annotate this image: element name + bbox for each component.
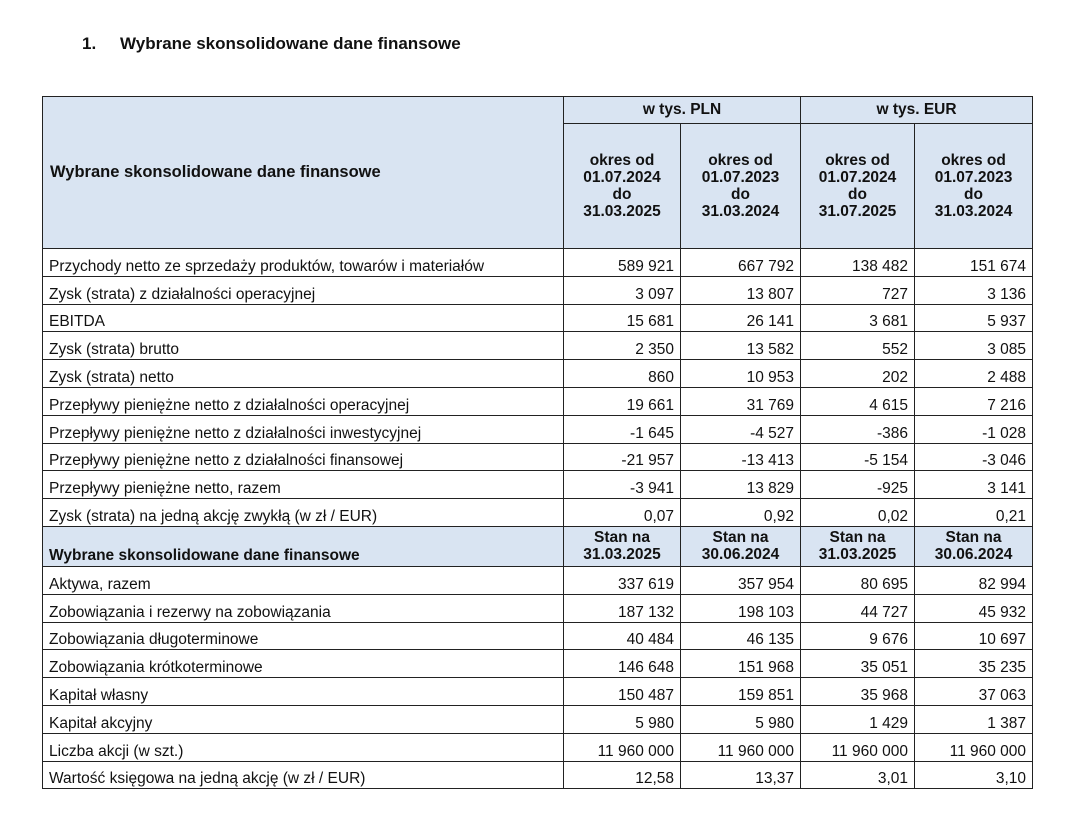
section-title: Wybrane skonsolidowane dane finansowe <box>120 34 461 53</box>
financial-data-table <box>42 96 1033 789</box>
section2-title: Wybrane skonsolidowane dane finansowe <box>43 526 564 566</box>
value-cell: 2 488 <box>915 360 1033 388</box>
period-header-line: 31.03.2024 <box>934 203 1013 221</box>
period-header-line: okres od <box>941 151 1006 169</box>
period-header-line: do <box>612 186 632 203</box>
value-cell: 151 674 <box>915 249 1033 277</box>
value-cell: 5 937 <box>915 304 1033 332</box>
value-cell: 13 807 <box>681 276 801 304</box>
table-row <box>43 733 1033 761</box>
value-cell: 146 648 <box>564 650 681 678</box>
period-header <box>801 124 915 249</box>
table-row <box>43 761 1033 789</box>
value-cell: 3 085 <box>915 332 1033 360</box>
balance-date-header-line: Stan na <box>712 529 769 547</box>
balance-date-header-line: 31.03.2025 <box>583 546 661 564</box>
value-cell: 3 136 <box>915 276 1033 304</box>
period-header-line: 31.03.2025 <box>583 203 661 221</box>
period-header-line: 01.07.2023 <box>701 168 780 186</box>
balance-date-header-line: 30.06.2024 <box>701 546 780 564</box>
value-cell: 138 482 <box>801 249 915 277</box>
value-cell: 11 960 000 <box>915 733 1033 761</box>
period-header-line: okres od <box>825 151 890 169</box>
value-cell: -3 941 <box>564 471 681 499</box>
value-cell: 3 097 <box>564 276 681 304</box>
value-cell: -386 <box>801 415 915 443</box>
value-cell: -1 645 <box>564 415 681 443</box>
value-cell: 552 <box>801 332 915 360</box>
value-cell: 0,21 <box>915 499 1033 527</box>
value-cell: 198 103 <box>681 594 801 622</box>
value-cell: 13 582 <box>681 332 801 360</box>
value-cell: 15 681 <box>564 304 681 332</box>
value-cell: 202 <box>801 360 915 388</box>
table-row <box>43 332 1033 360</box>
row-label: Kapitał własny <box>43 678 564 706</box>
row-label: Aktywa, razem <box>43 566 564 594</box>
table-row <box>43 415 1033 443</box>
period-header-line: 01.07.2024 <box>583 168 661 186</box>
value-cell: 82 994 <box>915 566 1033 594</box>
row-label: EBITDA <box>43 304 564 332</box>
row-label: Liczba akcji (w szt.) <box>43 733 564 761</box>
value-cell: 3 681 <box>801 304 915 332</box>
value-cell: -925 <box>801 471 915 499</box>
row-label: Przepływy pieniężne netto z działalności finansowej <box>43 443 564 471</box>
section-number: 1. <box>82 34 97 53</box>
row-label: Zysk (strata) netto <box>43 360 564 388</box>
value-cell: 80 695 <box>801 566 915 594</box>
value-cell: 727 <box>801 276 915 304</box>
value-cell: 35 051 <box>801 650 915 678</box>
period-header-line: 31.07.2025 <box>818 203 897 221</box>
value-cell: -3 046 <box>915 443 1033 471</box>
value-cell: 159 851 <box>681 678 801 706</box>
balance-date-header-line: Stan na <box>829 529 886 547</box>
balance-date-header <box>681 526 801 566</box>
row-label: Zobowiązania krótkoterminowe <box>43 650 564 678</box>
row-label: Zobowiązania i rezerwy na zobowiązania <box>43 594 564 622</box>
value-cell: 3,01 <box>801 761 915 789</box>
value-cell: 0,92 <box>681 499 801 527</box>
row-label: Zysk (strata) z działalności operacyjnej <box>43 276 564 304</box>
table-row <box>43 360 1033 388</box>
value-cell: -21 957 <box>564 443 681 471</box>
value-cell: 31 769 <box>681 387 801 415</box>
row-label: Zobowiązania długoterminowe <box>43 622 564 650</box>
section-heading <box>82 34 461 54</box>
table-row <box>43 471 1033 499</box>
balance-date-header <box>564 526 681 566</box>
row-label: Przychody netto ze sprzedaży produktów, towarów i materiałów <box>43 249 564 277</box>
period-header-line: do <box>964 186 983 203</box>
value-cell: -4 527 <box>681 415 801 443</box>
table-title: Wybrane skonsolidowane dane finansowe <box>50 163 381 182</box>
value-cell: 2 350 <box>564 332 681 360</box>
period-header-line: 31.03.2024 <box>701 203 780 221</box>
row-label: Przepływy pieniężne netto, razem <box>43 471 564 499</box>
value-cell: 46 135 <box>681 622 801 650</box>
table-row <box>43 249 1033 277</box>
period-header <box>564 124 681 249</box>
period-header-line: okres od <box>589 151 655 169</box>
row-label: Wartość księgowa na jedną akcję (w zł / EUR) <box>43 761 564 789</box>
value-cell: 35 968 <box>801 678 915 706</box>
value-cell: 13,37 <box>681 761 801 789</box>
table-row <box>43 622 1033 650</box>
value-cell: 151 968 <box>681 650 801 678</box>
value-cell: 0,07 <box>564 499 681 527</box>
table-row <box>43 443 1033 471</box>
table-row <box>43 566 1033 594</box>
period-header-line: do <box>848 186 867 203</box>
value-cell: 337 619 <box>564 566 681 594</box>
balance-date-header-line: Stan na <box>945 529 1002 547</box>
value-cell: -1 028 <box>915 415 1033 443</box>
value-cell: -13 413 <box>681 443 801 471</box>
balance-date-header <box>801 526 915 566</box>
value-cell: 37 063 <box>915 678 1033 706</box>
row-label: Przepływy pieniężne netto z działalności inwestycyjnej <box>43 415 564 443</box>
value-cell: 5 980 <box>681 705 801 733</box>
row-label: Zysk (strata) brutto <box>43 332 564 360</box>
table-row <box>43 650 1033 678</box>
balance-date-header-line: Stan na <box>594 529 650 547</box>
table-row <box>43 276 1033 304</box>
value-cell: 3 141 <box>915 471 1033 499</box>
value-cell: 1 429 <box>801 705 915 733</box>
value-cell: 357 954 <box>681 566 801 594</box>
table-row <box>43 499 1033 527</box>
value-cell: 45 932 <box>915 594 1033 622</box>
table-row <box>43 705 1033 733</box>
currency-header-pln: w tys. PLN <box>564 97 801 124</box>
value-cell: 150 487 <box>564 678 681 706</box>
value-cell: 11 960 000 <box>681 733 801 761</box>
section2-header-row <box>43 526 1033 566</box>
value-cell: 0,02 <box>801 499 915 527</box>
value-cell: 40 484 <box>564 622 681 650</box>
value-cell: 10 953 <box>681 360 801 388</box>
row-label: Kapitał akcyjny <box>43 705 564 733</box>
value-cell: 5 980 <box>564 705 681 733</box>
value-cell: 860 <box>564 360 681 388</box>
table-row <box>43 678 1033 706</box>
period-header-line: do <box>731 186 750 203</box>
value-cell: 35 235 <box>915 650 1033 678</box>
value-cell: 12,58 <box>564 761 681 789</box>
balance-date-header-line: 30.06.2024 <box>934 546 1013 564</box>
period-header <box>915 124 1033 249</box>
row-label: Zysk (strata) na jedną akcję zwykłą (w zł / EUR) <box>43 499 564 527</box>
value-cell: 9 676 <box>801 622 915 650</box>
value-cell: 4 615 <box>801 387 915 415</box>
period-header <box>681 124 801 249</box>
value-cell: 589 921 <box>564 249 681 277</box>
value-cell: 667 792 <box>681 249 801 277</box>
currency-header-eur: w tys. EUR <box>801 97 1033 124</box>
balance-date-header-line: 31.03.2025 <box>818 546 897 564</box>
value-cell: 26 141 <box>681 304 801 332</box>
balance-date-header <box>915 526 1033 566</box>
value-cell: 11 960 000 <box>801 733 915 761</box>
value-cell: 11 960 000 <box>564 733 681 761</box>
table-title-cell <box>43 97 564 249</box>
value-cell: 1 387 <box>915 705 1033 733</box>
value-cell: -5 154 <box>801 443 915 471</box>
row-label: Przepływy pieniężne netto z działalności operacyjnej <box>43 387 564 415</box>
value-cell: 3,10 <box>915 761 1033 789</box>
period-header-line: 01.07.2023 <box>934 168 1013 186</box>
period-header-line: okres od <box>708 151 773 169</box>
table-row <box>43 304 1033 332</box>
value-cell: 19 661 <box>564 387 681 415</box>
period-header-line: 01.07.2024 <box>818 168 897 186</box>
value-cell: 13 829 <box>681 471 801 499</box>
value-cell: 44 727 <box>801 594 915 622</box>
table-row <box>43 594 1033 622</box>
value-cell: 187 132 <box>564 594 681 622</box>
value-cell: 7 216 <box>915 387 1033 415</box>
value-cell: 10 697 <box>915 622 1033 650</box>
table-row <box>43 387 1033 415</box>
